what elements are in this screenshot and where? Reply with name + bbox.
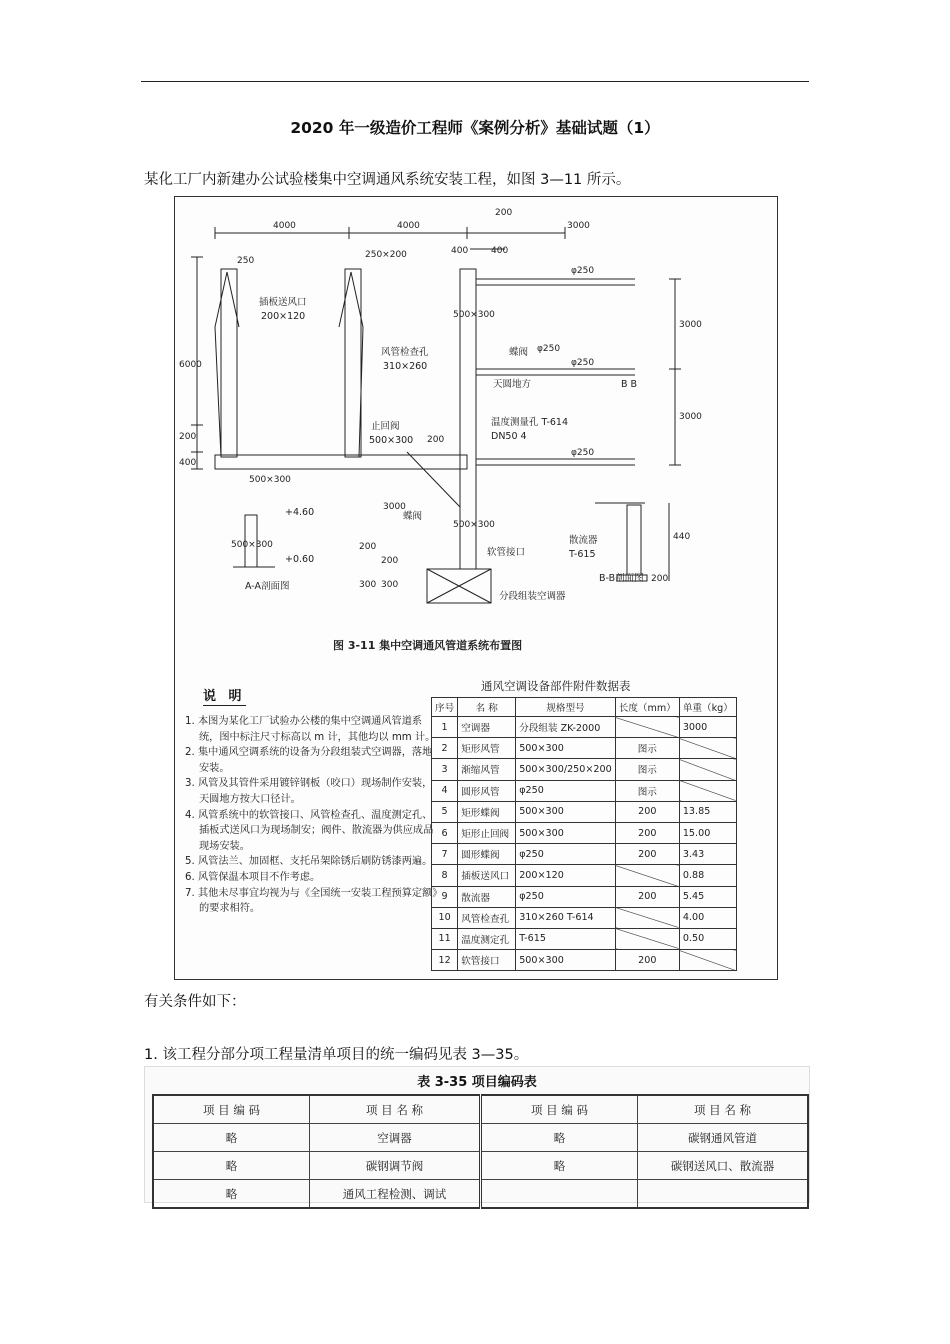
dim-500x300-v2: 500×300 — [453, 520, 495, 530]
table-row — [432, 717, 737, 738]
table-cell: 略 — [480, 1152, 637, 1180]
table-cell: 温度测定孔 — [458, 928, 516, 949]
table-row — [432, 865, 737, 886]
conditions-intro: 有关条件如下： — [144, 994, 246, 1010]
table-cell: 通风工程检测、调试 — [310, 1180, 481, 1209]
dim-200-left: 200 — [179, 432, 197, 442]
table-row — [432, 780, 737, 801]
document-title: 2020 年一级造价工程师《案例分析》基础试题（1） — [290, 119, 660, 137]
dim-3000-r2: 3000 — [679, 412, 702, 422]
parts-header-cell: 名 称 — [458, 698, 516, 717]
table-cell: 500×300 — [516, 801, 616, 822]
notes-list — [185, 714, 440, 917]
table-cell: 200 — [615, 801, 679, 822]
figure-caption: 图 3-11 集中空调通风管道系统布置图 — [333, 639, 523, 652]
note-item: 4. 风管系统中的软管接口、风管检查孔、温度测定孔、插板式送风口为现场制安；阀件、散流器为供应成品现场安装。 — [185, 809, 434, 852]
table-row — [153, 1180, 808, 1209]
dim-500x300: 500×300 — [249, 475, 291, 485]
table-cell: 200 — [615, 844, 679, 865]
table-cell: 圆形蝶阀 — [458, 844, 516, 865]
table-row — [432, 738, 737, 759]
table-cell — [615, 928, 679, 949]
table-cell: 图示 — [615, 738, 679, 759]
table-cell: 碳钢送风口、散流器 — [638, 1152, 809, 1180]
label-chaban-size: 200×120 — [261, 311, 306, 322]
label-aa-section: A-A剖面图 — [245, 581, 290, 592]
table-cell: 200 — [615, 950, 679, 971]
dim-500x300-v: 500×300 — [453, 310, 495, 320]
table-cell: 5.45 — [679, 886, 736, 907]
label-fenduan: 分段组装空调器 — [499, 591, 566, 602]
table-cell — [679, 780, 736, 801]
table-row — [432, 844, 737, 865]
label-jianchakong-size: 310×260 — [383, 361, 428, 372]
table-cell: φ250 — [516, 844, 616, 865]
table-cell — [615, 865, 679, 886]
label-elev-460: +4.60 — [285, 507, 315, 518]
label-zhihui: 止回阀 — [371, 421, 400, 432]
label-sanliu-code: T-615 — [569, 549, 596, 560]
table-cell: 圆形风管 — [458, 780, 516, 801]
note-item: 7. 其他未尽事宜均视为与《全国统一安装工程预算定额》的要求相符。 — [185, 887, 438, 915]
table-cell: 空调器 — [458, 717, 516, 738]
table-cell: 500×300 — [516, 950, 616, 971]
label-chaban: 插板送风口 — [259, 297, 307, 308]
table-row — [432, 886, 737, 907]
table-cell: 图示 — [615, 780, 679, 801]
project-code-table — [152, 1094, 809, 1209]
table-cell: 3.43 — [679, 844, 736, 865]
parts-data-table — [431, 697, 737, 971]
dim-3000-mid: 3000 — [383, 502, 406, 512]
note-item: 6. 风管保温本项目不作考虑。 — [185, 871, 321, 883]
intro-paragraph: 某化工厂内新建办公试验楼集中空调通风系统安装工程，如图 3—11 所示。 — [144, 172, 631, 188]
dim-300-low-2: 300 — [381, 580, 399, 590]
table-row — [432, 759, 737, 780]
dim-440: 440 — [673, 532, 691, 542]
table-cell — [615, 717, 679, 738]
table-row — [432, 928, 737, 949]
table-cell: 渐缩风管 — [458, 759, 516, 780]
table-cell: 分段组装 ZK-2000 — [516, 717, 616, 738]
table-cell: 13.85 — [679, 801, 736, 822]
dim-4000-a: 4000 — [273, 221, 296, 231]
table-cell: 矩形止回阀 — [458, 822, 516, 843]
label-dn50: DN50 4 — [491, 431, 527, 442]
table-cell: 200×120 — [516, 865, 616, 886]
label-elev-060: +0.60 — [285, 554, 315, 565]
table-cell: 10 — [432, 907, 458, 928]
table-cell — [480, 1180, 637, 1209]
table-cell: 散流器 — [458, 886, 516, 907]
table-cell: 12 — [432, 950, 458, 971]
table-row — [153, 1124, 808, 1152]
table-cell: 11 — [432, 928, 458, 949]
table-cell: 0.50 — [679, 928, 736, 949]
note-item: 2. 集中通风空调系统的设备为分段组装式空调器，落地安装。 — [185, 747, 433, 774]
code-header-cell: 项 目 名 称 — [638, 1095, 809, 1124]
dim-400-a: 400 — [451, 246, 469, 256]
parts-table-title: 通风空调设备部件附件数据表 — [481, 679, 631, 693]
code-table-title: 表 3-35 项目编码表 — [417, 1075, 537, 1090]
table-cell — [679, 759, 736, 780]
code-header-cell: 项 目 编 码 — [153, 1095, 310, 1124]
table-cell — [679, 738, 736, 759]
table-row — [432, 907, 737, 928]
table-cell: 略 — [153, 1180, 310, 1209]
dim-6000: 6000 — [179, 360, 202, 370]
code-header-row — [153, 1095, 808, 1124]
note-item: 5. 风管法兰、加固框、支托吊架除锈后刷防锈漆两遍。 — [185, 856, 433, 868]
dim-phi250-c: φ250 — [571, 358, 595, 368]
parts-header-cell: 单重（kg） — [679, 698, 736, 717]
table-cell: 6 — [432, 822, 458, 843]
note-item: 1. 本图为某化工厂试验办公楼的集中空调通风管道系统，图中标注尺寸标高以 m 计，其他均以 mm 计。 — [185, 716, 436, 743]
table-cell — [615, 907, 679, 928]
dim-200-bb: 200 — [651, 574, 669, 584]
table-cell: 插板送风口 — [458, 865, 516, 886]
parts-header-cell: 规格型号 — [516, 698, 616, 717]
table-cell: 0.88 — [679, 865, 736, 886]
table-cell: 200 — [615, 822, 679, 843]
code-header-cell: 项 目 名 称 — [310, 1095, 481, 1124]
label-jianchakong: 风管检查孔 — [381, 347, 429, 358]
table-cell — [638, 1180, 809, 1209]
label-bb-section: B-B剖面图 — [599, 573, 644, 584]
dim-phi250-a: φ250 — [571, 266, 595, 276]
table-cell: 9 — [432, 886, 458, 907]
table-cell: 1 — [432, 717, 458, 738]
dim-200-low: 200 — [359, 542, 377, 552]
table-row — [153, 1152, 808, 1180]
table-cell: 碳钢通风管道 — [638, 1124, 809, 1152]
table-cell: 5 — [432, 801, 458, 822]
dim-400-left: 400 — [179, 458, 197, 468]
label-diefa: 蝶阀 — [509, 347, 529, 358]
parts-header-row — [432, 698, 737, 717]
parts-header-cell: 序号 — [432, 698, 458, 717]
table-cell: 8 — [432, 865, 458, 886]
label-ruanguan: 软管接口 — [487, 547, 526, 558]
label-diefa2: 蝶阀 — [403, 511, 423, 522]
table-cell: 200 — [615, 886, 679, 907]
dim-3000-top: 3000 — [567, 221, 590, 231]
table-cell: 略 — [153, 1124, 310, 1152]
table-cell: 略 — [153, 1152, 310, 1180]
table-cell: 风管检查孔 — [458, 907, 516, 928]
dim-phi250-b: φ250 — [537, 344, 561, 354]
dim-250: 250 — [237, 256, 255, 266]
dim-200-low-2: 200 — [381, 556, 399, 566]
condition-item-1: 1. 该工程分部分项工程量清单项目的统一编码见表 3—35。 — [144, 1047, 529, 1063]
table-cell: 310×260 T-614 — [516, 907, 616, 928]
dim-300-low: 300 — [359, 580, 377, 590]
label-wendu: 温度测量孔 T-614 — [491, 417, 569, 428]
notes-title: 说 明 — [203, 685, 246, 706]
note-item: 3. 风管及其管件采用镀锌钢板（咬口）现场制作安装，天圆地方按大口径计。 — [185, 778, 433, 805]
label-zhihui-size: 500×300 — [369, 435, 414, 446]
label-tianyuan: 天圆地方 — [493, 379, 532, 390]
dim-phi250-d: φ250 — [571, 448, 595, 458]
code-header-cell: 项 目 编 码 — [480, 1095, 637, 1124]
table-cell — [679, 950, 736, 971]
dim-400-b: 400 — [491, 246, 509, 256]
dim-200-top: 200 — [495, 208, 513, 218]
table-cell: 500×300 — [516, 738, 616, 759]
label-bb-mark: B B — [621, 379, 638, 390]
table-cell: 3 — [432, 759, 458, 780]
header-rule — [141, 81, 809, 82]
table-row — [432, 950, 737, 971]
parts-header-cell: 长度（mm） — [615, 698, 679, 717]
code-table-figure — [144, 1066, 810, 1203]
table-cell: T-615 — [516, 928, 616, 949]
label-sanliu: 散流器 — [569, 535, 598, 546]
dim-500x300-aa: 500×300 — [231, 540, 273, 550]
table-cell: 碳钢调节阀 — [310, 1152, 481, 1180]
table-cell: 空调器 — [310, 1124, 481, 1152]
dim-250x200: 250×200 — [365, 250, 407, 260]
table-cell: 3000 — [679, 717, 736, 738]
dim-4000-b: 4000 — [397, 221, 420, 231]
dim-200-mid: 200 — [427, 435, 445, 445]
table-cell: φ250 — [516, 886, 616, 907]
table-cell: 4 — [432, 780, 458, 801]
table-cell: 图示 — [615, 759, 679, 780]
table-row — [432, 801, 737, 822]
table-cell: 500×300/250×200 — [516, 759, 616, 780]
figure-3-11 — [174, 196, 778, 980]
table-cell: 15.00 — [679, 822, 736, 843]
table-row — [432, 822, 737, 843]
table-cell: 4.00 — [679, 907, 736, 928]
table-cell: 7 — [432, 844, 458, 865]
table-cell: φ250 — [516, 780, 616, 801]
table-cell: 2 — [432, 738, 458, 759]
table-cell: 软管接口 — [458, 950, 516, 971]
table-cell: 矩形蝶阀 — [458, 801, 516, 822]
table-cell: 略 — [480, 1124, 637, 1152]
table-cell: 矩形风管 — [458, 738, 516, 759]
dim-3000-r1: 3000 — [679, 320, 702, 330]
table-cell: 500×300 — [516, 822, 616, 843]
